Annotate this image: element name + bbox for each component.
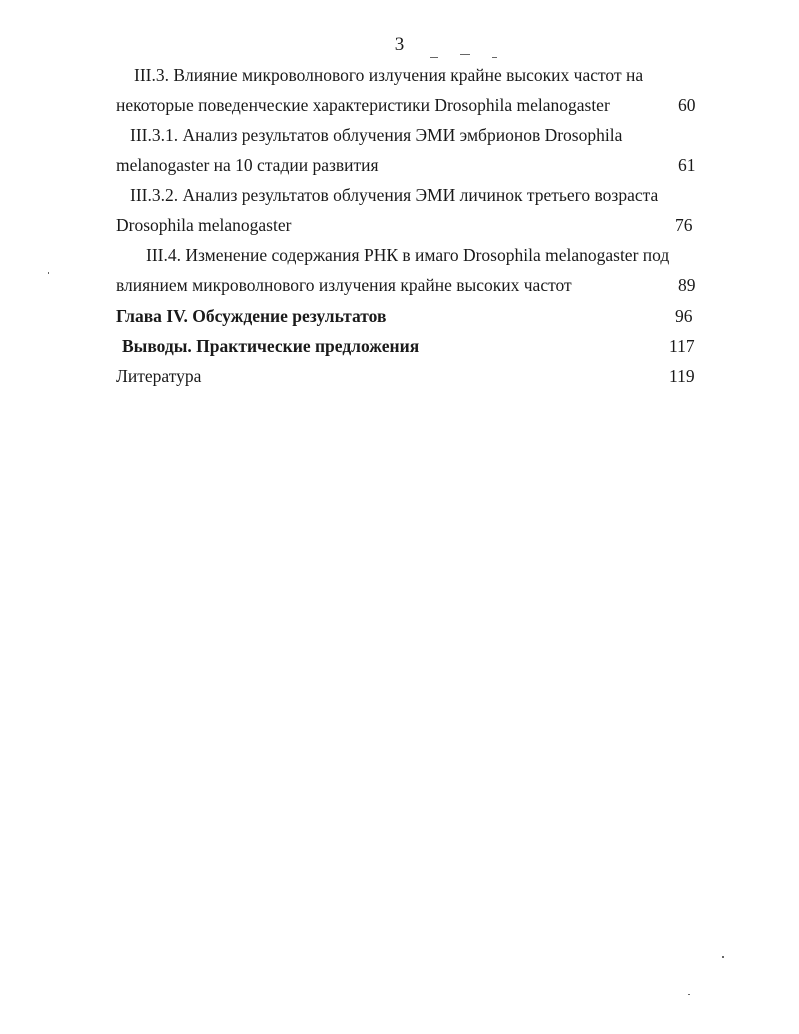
scan-mark — [430, 57, 438, 58]
scan-mark — [722, 956, 724, 958]
toc-entry-chapter-4-page: 96 — [675, 306, 693, 326]
toc-entry-3-3-page: 60 — [678, 95, 696, 115]
toc-entry-3-3-2-line1: III.3.2. Анализ результатов облучения ЭМИ личинок третьего возраста — [130, 185, 659, 205]
toc-entry-literature: Литература — [116, 366, 202, 386]
toc-entry-chapter-4: Глава IV. Обсуждение результатов — [116, 306, 387, 326]
toc-entry-3-3-line1: III.3. Влияние микроволнового излучения крайне высоких частот на — [134, 65, 644, 85]
toc-entry-conclusions-page: 117 — [669, 336, 695, 356]
scan-mark — [460, 54, 470, 55]
toc-entry-3-4-line1: III.4. Изменение содержания РНК в имаго Drosophila melanogaster под — [146, 245, 670, 265]
page-number: 3 — [394, 34, 405, 55]
toc-entry-3-3-2-line2: Drosophila melanogaster — [116, 215, 292, 235]
scan-mark — [48, 272, 49, 274]
toc-entry-3-3-1-line1: III.3.1. Анализ результатов облучения ЭМИ эмбрионов Drosophila — [130, 125, 623, 145]
toc-entry-3-3-1-page: 61 — [678, 155, 696, 175]
toc-entry-3-3-2-page: 76 — [675, 215, 693, 235]
toc-entry-literature-page: 119 — [669, 366, 695, 386]
toc-entry-conclusions: Выводы. Практические предложения — [122, 336, 420, 356]
scan-mark — [492, 57, 497, 58]
toc-entry-3-3-1-line2: melanogaster на 10 стадии развития — [116, 155, 379, 175]
toc-entry-3-4-page: 89 — [678, 275, 696, 295]
toc-entry-3-4-line2: влиянием микроволнового излучения крайне высоких частот — [116, 275, 572, 295]
scan-mark — [688, 994, 690, 995]
toc-entry-3-3-line2: некоторые поведенческие характеристики Drosophila melanogaster — [116, 95, 610, 115]
